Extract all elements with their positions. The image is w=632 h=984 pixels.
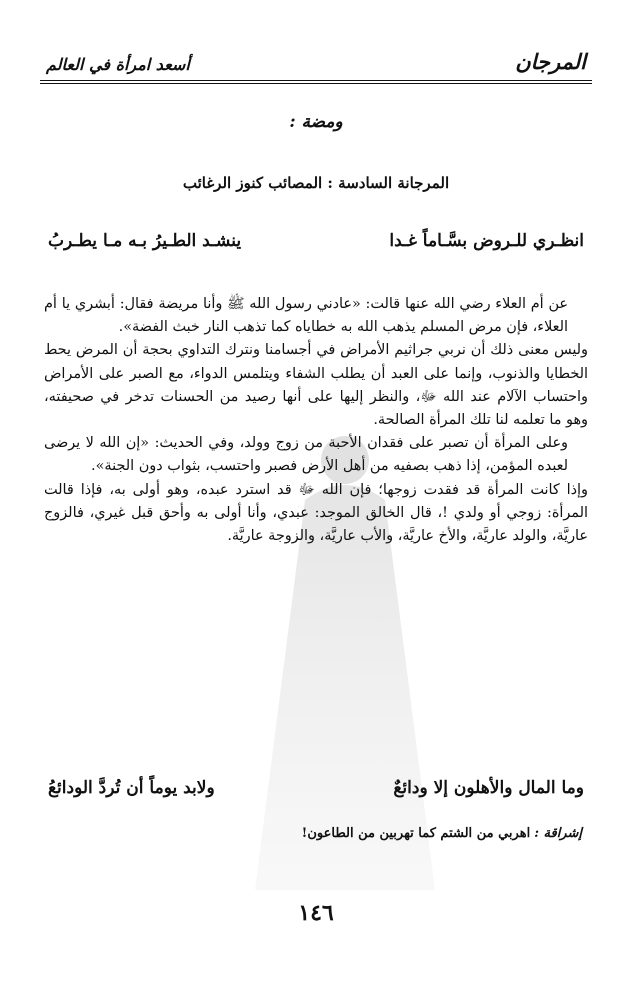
paragraph: وإذا كانت المرأة قد فقدت زوجها؛ فإن الله ﷻ قد استرد عبده، وهو أولى به، فإذا قالت المرأة: زوجي أو ولدي !، قال الخالق الموجد: عبدي، وأنا أولى به وأحق قبل غيري، فالزوج عاريَّة، والولد عاريَّة، والأخ عاريَّة، والأب عاريَّة، والزوجة عاريَّة.	[44, 481, 588, 545]
verse-first-hemistich: انظـري للـروض بسَّـاماً غـدا	[389, 231, 584, 251]
section-mark: ومضة :	[289, 112, 343, 132]
footnote	[302, 826, 582, 841]
paragraph: عن أم العلاء رضي الله عنها قالت: «عادني رسول الله ﷺ وأنا مريضة فقال: أبشري يا أم العلاء، فإن مرض المسلم يذهب الله به خطاياه كما تذهب النار خبث الفضة».	[44, 296, 568, 336]
body-text	[44, 293, 588, 548]
footnote-text: اهربي من الشتم كما تهربين من الطاعون!	[301, 826, 531, 841]
book-title: المرجان	[515, 49, 586, 74]
header-rule-thin	[40, 83, 592, 84]
header-rule	[40, 80, 592, 81]
footnote-label: إشراقة :	[534, 826, 582, 841]
running-head	[46, 34, 586, 74]
closing-verse	[48, 773, 584, 803]
paragraph: وليس معنى ذلك أن نربي جراثيم الأمراض في أجسامنا ونترك التداوي بحجة أن المرض يحط الخطايا والذنوب، وإنما على العبد أن يطلب الشفاء ويتلمس الدواء، مع الصبر على الأمراض واحتساب الآلام عند الله ﷻ، والنظر إليها على أنها رصيد من الحسنات تدخر في صحيفته، وهو ما تعلمه لنا تلك المرأة الصالحة.	[44, 342, 588, 429]
page-number: ١٤٦	[298, 900, 334, 926]
verse-couplet	[48, 226, 584, 256]
section-title: أسعد امرأة في العالم	[46, 55, 190, 74]
chapter-title: المرجانة السادسة : المصائب كنوز الرغائب	[182, 174, 450, 192]
verse-first-hemistich: وما المال والأهلون إلا ودائعٌ	[393, 778, 584, 798]
paragraph: وعلى المرأة أن تصبر على فقدان الأحبة من زوج وولد، وفي الحديث: «إن الله لا يرضى لعبده المؤمن، إذا ذهب بصفيه من أهل الأرض فصبر واحتسب، بثواب دون الجنة».	[44, 435, 568, 475]
verse-second-hemistich: ينشـد الطـيرُ بـه مـا يطـربُ	[48, 231, 242, 251]
verse-second-hemistich: ولابد يوماً أن تُردَّ الودائعُ	[48, 778, 215, 798]
